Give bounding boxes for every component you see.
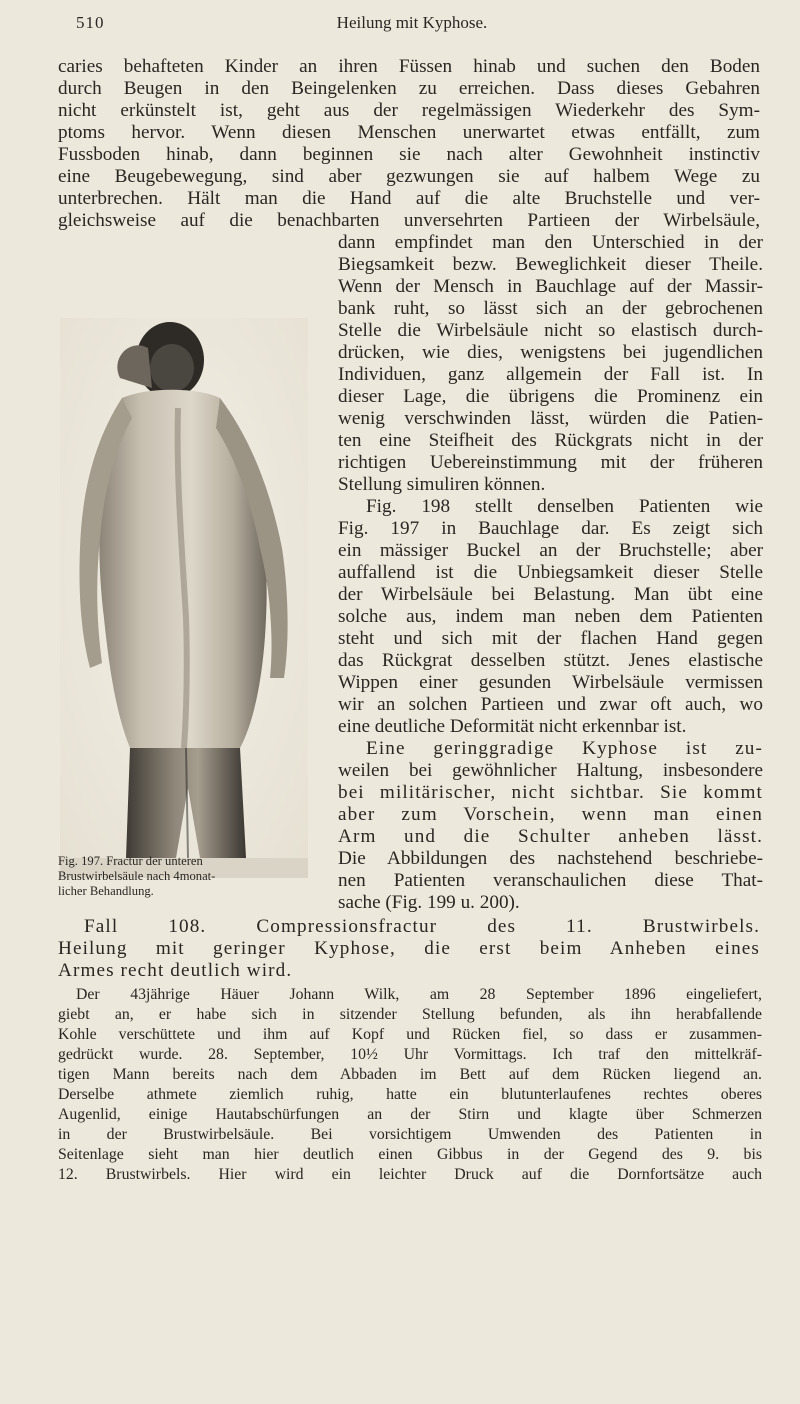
text-line: wenig verschwinden lässt, würden die Patien- — [338, 408, 763, 429]
text-line: Fig. 198 stellt denselben Patienten wie — [366, 496, 763, 517]
text-line: Wenn der Mensch in Bauchlage auf der Massir- — [338, 276, 763, 297]
text-line: sache (Fig. 199 u. 200). — [338, 892, 520, 913]
text-line: bei militärischer, nicht sichtbar. Sie kommt — [338, 782, 763, 803]
figure-caption-line: Fig. 197. Fractur der unteren — [58, 854, 203, 868]
text-line: Wippen einer gesunden Wirbelsäule vermissen — [338, 672, 763, 693]
case-text-line: gedrückt wurde. 28. September, 10½ Uhr Vormittags. Ich traf den mittelkräf- — [58, 1046, 762, 1063]
case-text-line: in der Brustwirbelsäule. Bei vorsichtigem Umwenden des Patienten in — [58, 1126, 762, 1143]
text-line: caries behafteten Kinder an ihren Füssen hinab und suchen den Boden — [58, 56, 760, 77]
text-line: der Wirbelsäule bei Belastung. Man übt eine — [338, 584, 763, 605]
text-line: auffallend ist die Unbiegsamkeit dieser Stelle — [338, 562, 763, 583]
text-line: aber zum Vorschein, wenn man einen — [338, 804, 763, 825]
figure-caption-line: Brustwirbelsäule nach 4monat- — [58, 869, 216, 883]
case-text-line: Der 43jährige Häuer Johann Wilk, am 28 September 1896 eingeliefert, — [76, 986, 762, 1003]
text-line: Stellung simuliren können. — [338, 474, 546, 495]
text-line: Arm und die Schulter anheben lässt. — [338, 826, 763, 847]
case-text-line: Kohle verschüttete und ihm auf Kopf und Rücken fiel, so dass er zusammen- — [58, 1026, 762, 1043]
case-text-line: Derselbe athmete ziemlich ruhig, hatte ein blutunterlaufenes rechtes oberes — [58, 1086, 762, 1103]
text-line: drücken, wie dies, wenigstens bei jugendlichen — [338, 342, 763, 363]
text-line: Biegsamkeit bezw. Beweglichkeit dieser Theile. — [338, 254, 763, 275]
page-header — [76, 8, 748, 38]
text-line: durch Beugen in den Beingelenken zu erreichen. Dass dieses Gebahren — [58, 78, 760, 99]
running-title: Heilung mit Kyphose. — [336, 13, 488, 32]
text-line: wir an solchen Partieen und zwar oft auch, wo — [338, 694, 763, 715]
text-line: richtigen Uebereinstimmung mit der früheren — [338, 452, 763, 473]
text-line: solche aus, indem man neben dem Patienten — [338, 606, 763, 627]
text-line: nicht erkünstelt ist, geht aus der regelmässigen Wiederkehr des Sym- — [58, 100, 760, 121]
text-line: das Rückgrat desselben stützt. Jenes elastische — [338, 650, 763, 671]
text-line: dieser Lage, die übrigens die Prominenz ein — [338, 386, 763, 407]
text-line: eine deutliche Deformität nicht erkennbar ist. — [338, 716, 687, 737]
case-text-line: Augenlid, einige Hautabschürfungen an der Stirn und klagte über Schmerzen — [58, 1106, 762, 1123]
text-line: bank ruht, so lässt sich an der gebrochenen — [338, 298, 763, 319]
text-line: Stelle die Wirbelsäule nicht so elastisch durch- — [338, 320, 763, 341]
figure-caption-line: licher Behandlung. — [58, 884, 154, 898]
text-line: Eine geringgradige Kyphose ist zu- — [366, 738, 763, 759]
text-line: Individuen, ganz allgemein der Fall ist. In — [338, 364, 763, 385]
patient-back-photograph — [60, 318, 308, 878]
text-line: Fussboden hinab, dann beginnen sie nach alter Gewohnheit instinctiv — [58, 144, 760, 165]
page-number: 510 — [76, 13, 105, 32]
text-line: nen Patienten veranschaulichen diese That- — [338, 870, 763, 891]
text-line: eine Beugebewegung, sind aber gezwungen sie auf halbem Wege zu — [58, 166, 760, 187]
case-text-line: tigen Mann bereits nach dem Abbaden im Bett auf dem Rücken liegend an. — [58, 1066, 762, 1083]
text-line: Fig. 197 in Bauchlage dar. Es zeigt sich — [338, 518, 763, 539]
text-line: steht und sich mit der flachen Hand gegen — [338, 628, 763, 649]
text-line: dann empfindet man den Unterschied in der — [338, 232, 763, 253]
text-line: weilen bei gewöhnlicher Haltung, insbesondere — [338, 760, 763, 781]
text-line: gleichsweise auf die benachbarten unversehrten Partieen der Wirbelsäule, — [58, 210, 760, 231]
case-heading-line: Heilung mit geringer Kyphose, die erst beim Anheben eines — [58, 938, 760, 959]
text-line: unterbrechen. Hält man die Hand auf die alte Bruchstelle und ver- — [58, 188, 760, 209]
text-line: ptoms hervor. Wenn diesen Menschen unerwartet etwas entfällt, zum — [58, 122, 760, 143]
text-line: ein mässiger Buckel an der Bruchstelle; aber — [338, 540, 763, 561]
text-line: Die Abbildungen des nachstehend beschriebe- — [338, 848, 763, 869]
case-text-line: Seitenlage sieht man hier deutlich einen Gibbus in der Gegend des 9. bis — [58, 1146, 762, 1163]
case-text-line: 12. Brustwirbels. Hier wird ein leichter Druck auf die Dornfortsätze auch — [58, 1166, 762, 1183]
case-heading-line: Armes recht deutlich wird. — [58, 960, 293, 981]
text-line: ten eine Steifheit des Rückgrats nicht in der — [338, 430, 763, 451]
case-heading-line: Fall 108. Compressionsfractur des 11. Brustwirbels. — [84, 916, 760, 937]
case-text-line: giebt an, er habe sich in sitzender Stellung befunden, als ihn herabfallende — [58, 1006, 762, 1023]
